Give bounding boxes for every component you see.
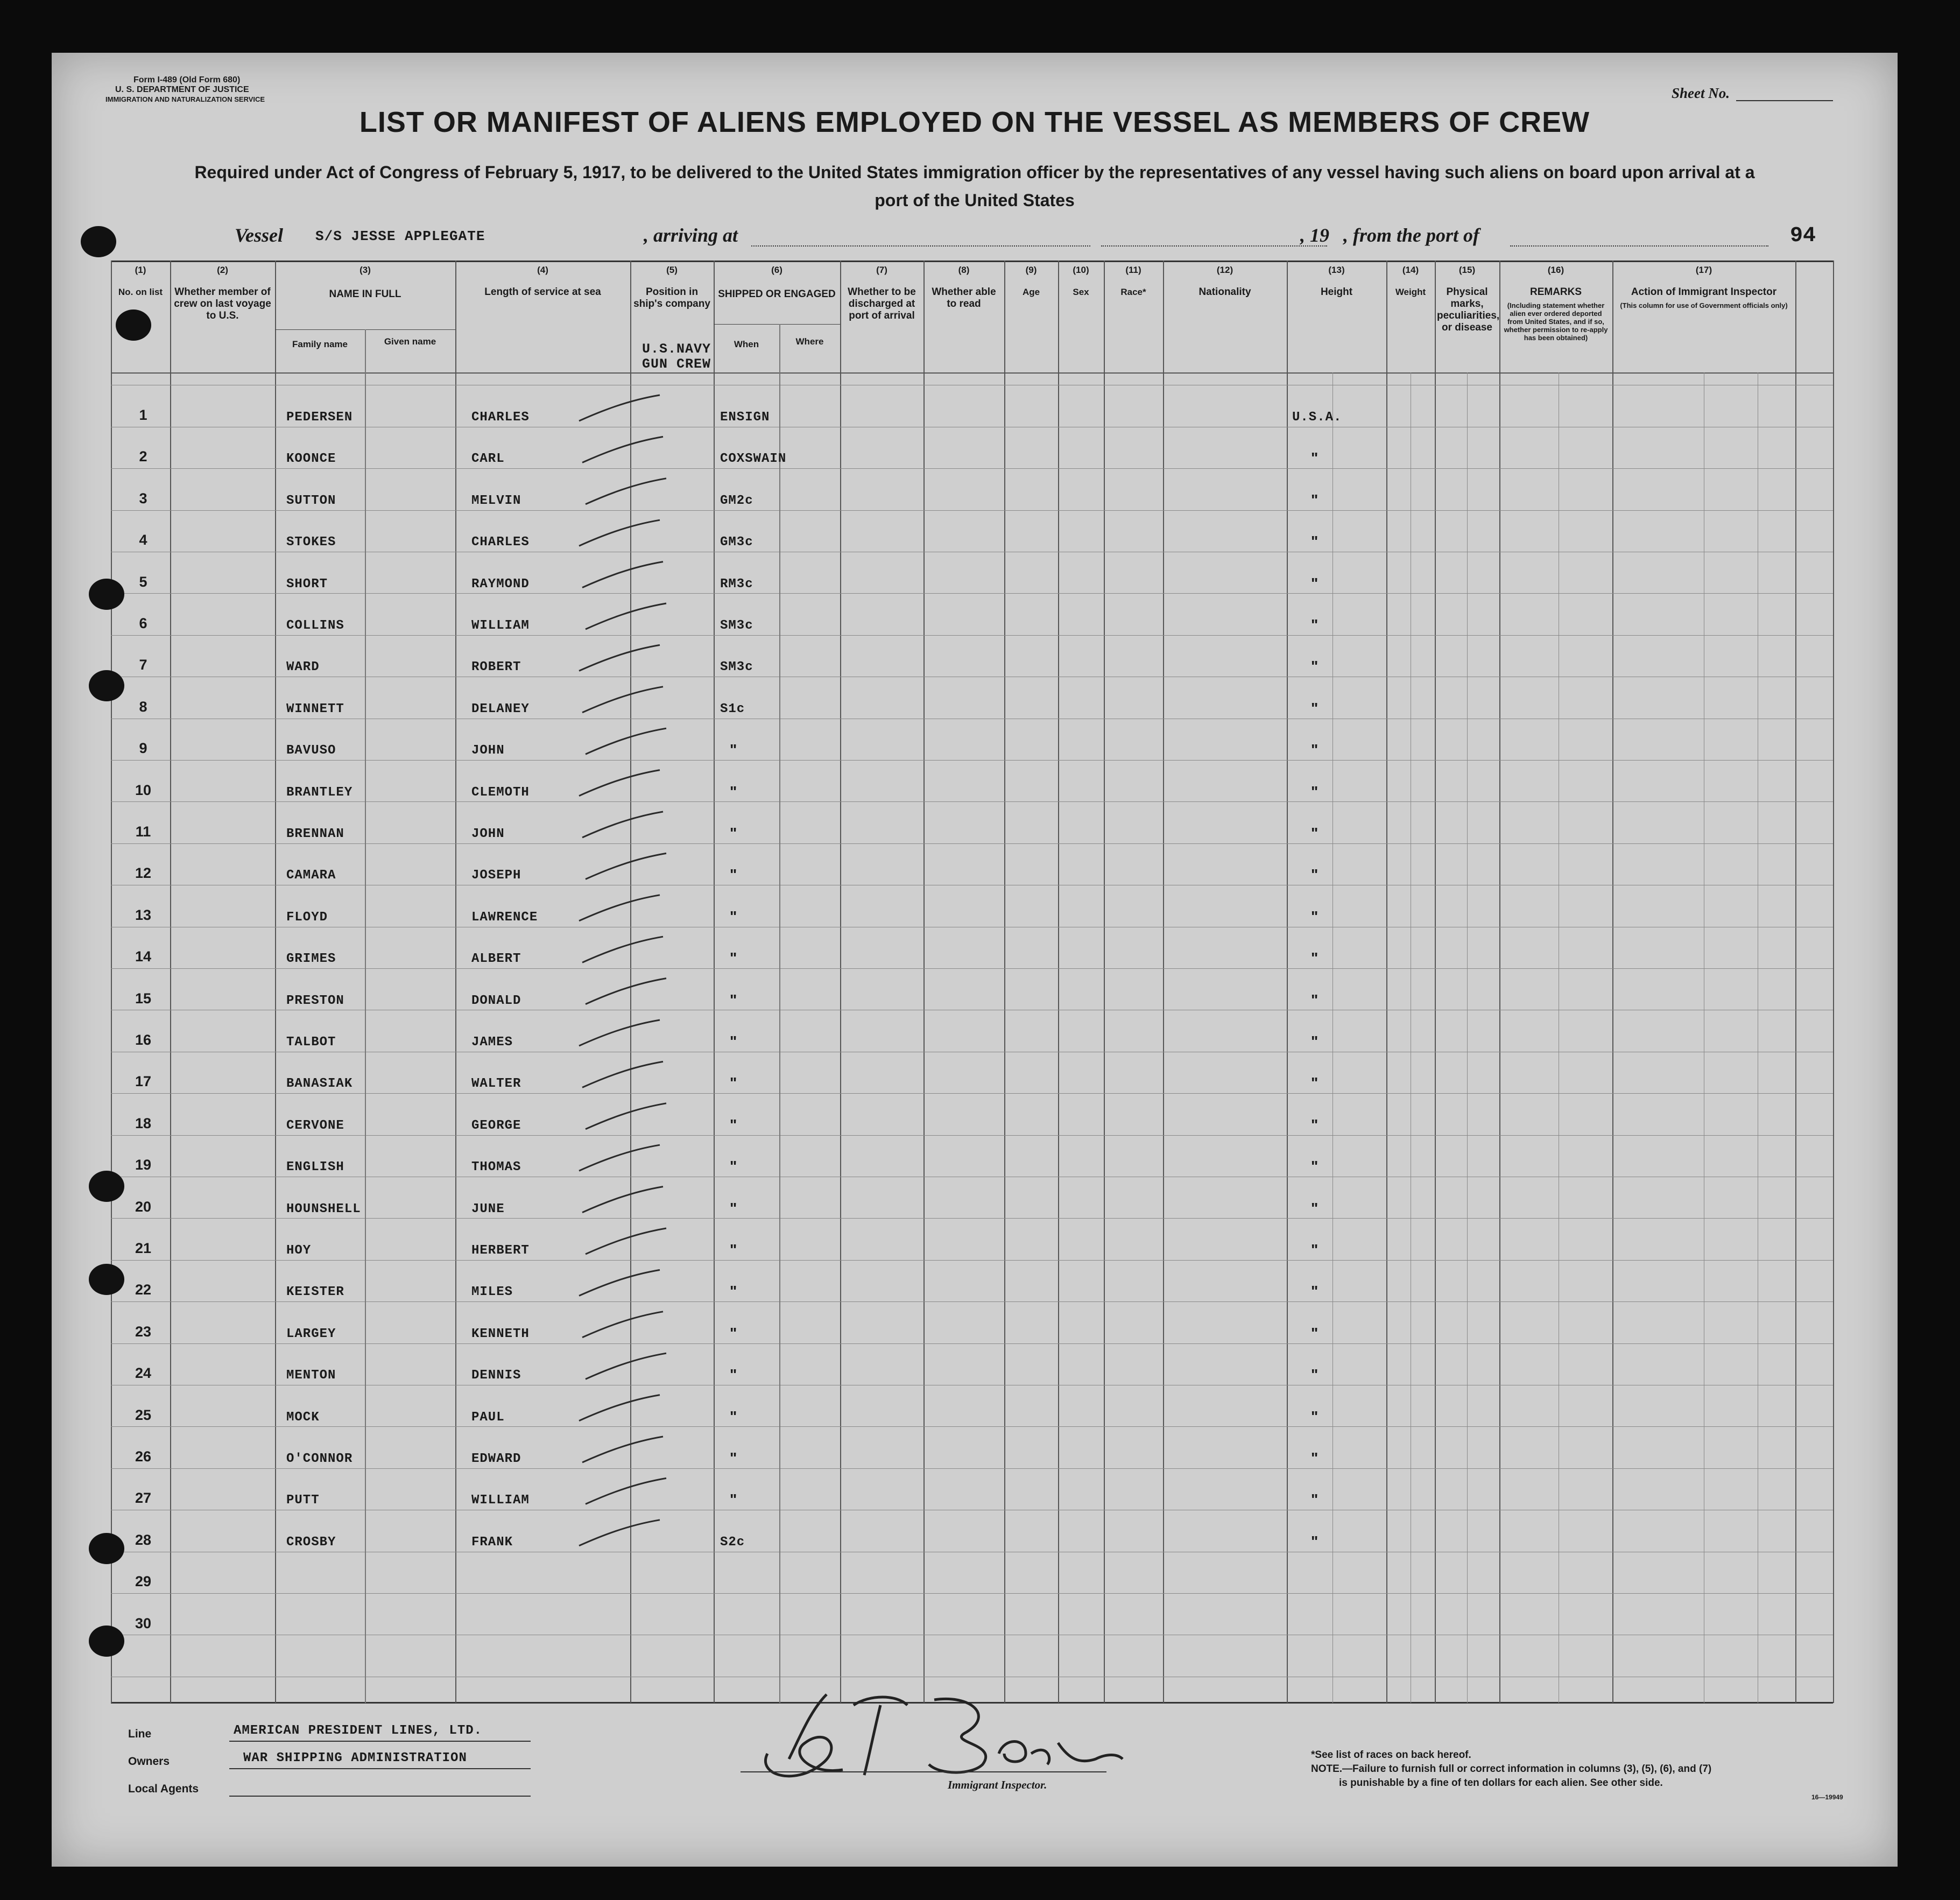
column-header-note: (Including statement whether alien ever ordered deported from United States, and if so, whether permission to re-apply has been obtained) (1504, 301, 1608, 342)
gun-crew-header-typed: GUN CREW (642, 356, 711, 372)
pen-check-mark (579, 645, 660, 671)
owners-label: Owners (128, 1755, 170, 1768)
row-number: 9 (139, 740, 147, 757)
column-number: (6) (771, 265, 782, 275)
column-number: (4) (537, 265, 548, 275)
pen-check-mark (586, 1353, 666, 1379)
column-number: (14) (1402, 265, 1419, 275)
position: ENSIGN (720, 410, 770, 425)
given-name: DELANEY (471, 701, 530, 716)
column-number: (1) (135, 265, 146, 275)
row-number: 5 (139, 573, 147, 590)
position: GM3c (720, 535, 753, 550)
line-underline (229, 1741, 531, 1742)
family-name: ENGLISH (286, 1160, 344, 1175)
family-name: SHORT (286, 576, 328, 592)
family-name: CAMARA (286, 868, 336, 883)
position: COXSWAIN (720, 452, 787, 467)
family-name: TALBOT (286, 1035, 336, 1050)
row-number: 7 (139, 657, 147, 673)
pen-check-mark (586, 478, 666, 504)
column-subheader: Where (795, 336, 824, 347)
given-name: HERBERT (471, 1243, 530, 1258)
pen-check-mark (582, 437, 663, 462)
note-line: NOTE.—Failure to furnish full or correct information in columns (3), (5), (6), and (7) (1311, 1763, 1712, 1775)
given-name: MELVIN (471, 493, 521, 508)
given-name: DENNIS (471, 1368, 521, 1383)
column-header-label: Height (1320, 286, 1353, 298)
arriving-blank (751, 245, 1090, 247)
column-header-label: NAME IN FULL (329, 288, 401, 300)
family-name: MENTON (286, 1368, 336, 1383)
nationality: " (1311, 1532, 1319, 1550)
position: " (730, 825, 737, 841)
column-number: (16) (1547, 265, 1564, 275)
owners-underline (229, 1768, 531, 1769)
row-number: 10 (135, 782, 152, 798)
owners-value: WAR SHIPPING ADMINISTRATION (243, 1751, 467, 1765)
column-subheader: Family name (292, 339, 348, 349)
position: " (730, 1033, 737, 1050)
pen-check-mark (582, 562, 663, 588)
punch-hole (81, 226, 116, 257)
nationality: " (1311, 825, 1319, 841)
column-header-label: Age (1022, 287, 1040, 297)
given-name: THOMAS (471, 1160, 521, 1175)
given-name: JOSEPH (471, 868, 521, 883)
position: " (730, 1158, 737, 1175)
row-number: 3 (139, 490, 147, 506)
column-header-label: Position in ship's company (633, 286, 710, 309)
nationality: " (1311, 741, 1319, 758)
family-name: BANASIAK (286, 1076, 353, 1092)
row-number: 20 (135, 1198, 152, 1215)
column-header-label: Whether able to read (932, 286, 996, 309)
form-code: 16—19949 (1811, 1793, 1843, 1801)
pen-check-mark (579, 895, 660, 921)
given-name: LAWRENCE (471, 910, 538, 925)
row-number: 19 (135, 1157, 152, 1173)
position: " (730, 1074, 737, 1092)
punch-hole (116, 309, 151, 341)
footnote-block (1311, 1748, 1849, 1790)
row-number: 1 (139, 407, 147, 423)
pen-check-mark (586, 853, 666, 879)
column-number: (7) (876, 265, 887, 275)
punch-hole (89, 1625, 124, 1657)
agents-underline (229, 1796, 531, 1797)
position: " (730, 1241, 737, 1258)
year-label: , 19 (1300, 224, 1329, 246)
position: " (730, 949, 737, 967)
given-name: GEORGE (471, 1118, 521, 1133)
nationality: " (1311, 1366, 1319, 1383)
nationality: " (1311, 991, 1319, 1008)
page-title: LIST OR MANIFEST OF ALIENS EMPLOYED ON THE VESSEL AS MEMBERS OF CREW (359, 106, 1590, 138)
page-number: 94 (1790, 224, 1816, 248)
row-number: 13 (135, 906, 152, 923)
row-number: 23 (135, 1323, 152, 1340)
punch-hole (89, 670, 124, 701)
pen-check-mark (586, 979, 666, 1004)
row-number: 17 (135, 1073, 152, 1090)
position: SM3c (720, 660, 753, 675)
vessel-row (235, 224, 1871, 251)
pen-check-mark (586, 603, 666, 629)
family-name: O'CONNOR (286, 1452, 353, 1466)
nationality: " (1311, 1033, 1319, 1050)
row-number: 22 (135, 1282, 152, 1298)
family-name: PRESTON (286, 993, 344, 1008)
sheet-number-blank-line (1736, 100, 1833, 101)
from-port-label: , from the port of (1343, 224, 1480, 246)
family-name: CERVONE (286, 1118, 344, 1133)
row-number: 28 (135, 1531, 152, 1548)
position: " (730, 741, 737, 758)
row-number: 8 (139, 698, 147, 715)
row-number: 21 (135, 1240, 152, 1256)
column-header-label: Race* (1120, 287, 1146, 297)
column-header-label: SHIPPED OR ENGAGED (718, 288, 836, 300)
pen-check-mark (579, 1270, 660, 1296)
row-number: 2 (139, 448, 147, 465)
pen-check-mark (579, 1145, 660, 1171)
position: SM3c (720, 618, 753, 633)
pen-check-mark (582, 937, 663, 962)
pen-check-mark (579, 520, 660, 546)
column-subheader: Given name (384, 336, 436, 347)
nationality: " (1311, 1283, 1319, 1300)
column-number: (10) (1073, 265, 1089, 275)
nationality: " (1311, 574, 1319, 592)
nationality: U.S.A. (1292, 410, 1342, 425)
row-number: 27 (135, 1490, 152, 1507)
position: " (730, 783, 737, 800)
given-name: ROBERT (471, 660, 521, 675)
position: " (730, 1283, 737, 1300)
given-name: EDWARD (471, 1452, 521, 1466)
given-name: WALTER (471, 1076, 521, 1092)
family-name: BRANTLEY (286, 785, 353, 800)
given-name: ALBERT (471, 952, 521, 967)
row-number: 25 (135, 1406, 152, 1423)
position: " (730, 1491, 737, 1508)
given-name: CARL (471, 452, 505, 467)
nationality: " (1311, 907, 1319, 925)
position: " (730, 1324, 737, 1341)
inspector-label: Immigrant Inspector. (948, 1778, 1047, 1791)
family-name: WARD (286, 660, 320, 675)
column-header-label: Sex (1073, 287, 1089, 297)
given-name: CHARLES (471, 410, 530, 425)
given-name: PAUL (471, 1410, 505, 1425)
given-name: WILLIAM (471, 618, 530, 633)
column-number: (8) (958, 265, 970, 275)
row-number: 12 (135, 865, 152, 882)
family-name: PUTT (286, 1493, 320, 1508)
pen-check-mark (579, 395, 660, 421)
family-name: PEDERSEN (286, 410, 353, 425)
punch-hole (89, 1533, 124, 1564)
column-header-label: Whether member of crew on last voyage to U.S. (174, 286, 271, 321)
nationality: " (1311, 658, 1319, 675)
row-number: 4 (139, 532, 147, 548)
given-name: MILES (471, 1285, 513, 1300)
given-name: JAMES (471, 1035, 513, 1050)
family-name: WINNETT (286, 701, 344, 716)
position: " (730, 1366, 737, 1383)
position: " (730, 1408, 737, 1425)
family-name: SUTTON (286, 493, 336, 508)
column-header-label: Physical marks, peculiarities, or disease (1437, 286, 1500, 333)
family-name: CROSBY (286, 1535, 336, 1550)
column-divider (1833, 261, 1834, 1703)
column-header-label: Action of Immigrant Inspector (1631, 286, 1777, 298)
column-number: (13) (1328, 265, 1345, 275)
family-name: LARGEY (286, 1326, 336, 1341)
family-name: HOUNSHELL (286, 1201, 361, 1216)
gun-crew-header-typed: U.S.NAVY (642, 341, 711, 357)
subtitle (116, 158, 1833, 214)
family-name: HOY (286, 1243, 312, 1258)
column-number: (12) (1216, 265, 1233, 275)
position: S2c (720, 1535, 745, 1550)
position: " (730, 866, 737, 883)
pen-check-mark (586, 728, 666, 754)
given-name: CHARLES (471, 535, 530, 550)
position: " (730, 1116, 737, 1133)
pen-check-mark (582, 1187, 663, 1213)
family-name: BRENNAN (286, 827, 344, 841)
nationality: " (1311, 1074, 1319, 1092)
nationality: " (1311, 783, 1319, 800)
nationality: " (1311, 1324, 1319, 1341)
pen-check-mark (579, 770, 660, 796)
row-number: 29 (135, 1573, 152, 1590)
column-header-label: Whether to be discharged at port of arrival (848, 286, 916, 321)
local-agents-label: Local Agents (128, 1783, 199, 1795)
position: RM3c (720, 576, 753, 592)
vessel-name: S/S JESSE APPLEGATE (315, 228, 485, 244)
nationality: " (1311, 699, 1319, 716)
family-name: STOKES (286, 535, 336, 550)
nationality: " (1311, 1241, 1319, 1258)
inspector-line (741, 1771, 1106, 1772)
nationality: " (1311, 866, 1319, 883)
column-number: (15) (1458, 265, 1476, 275)
nationality: " (1311, 1408, 1319, 1425)
pen-check-mark (582, 812, 663, 838)
given-name: RAYMOND (471, 576, 530, 592)
row-number: 14 (135, 948, 152, 965)
form-line: U. S. DEPARTMENT OF JUSTICE (115, 85, 249, 94)
column-header-label: Weight (1395, 287, 1426, 297)
pen-check-mark (582, 687, 663, 713)
form-id-block (105, 75, 265, 104)
nationality: " (1311, 1491, 1319, 1508)
column-number: (11) (1125, 265, 1141, 275)
column-header-label: Length of service at sea (484, 286, 601, 298)
punch-hole (89, 1264, 124, 1295)
nationality: " (1311, 449, 1319, 467)
row-number: 15 (135, 990, 152, 1007)
position: " (730, 907, 737, 925)
given-name: JOHN (471, 827, 505, 841)
family-name: KEISTER (286, 1285, 344, 1300)
row-number: 24 (135, 1365, 152, 1382)
given-name: KENNETH (471, 1326, 530, 1341)
subtitle-line: port of the United States (875, 191, 1075, 210)
column-header-label: REMARKS (1529, 286, 1582, 298)
port-blank (1510, 245, 1768, 247)
column-number: (5) (666, 265, 678, 275)
nationality: " (1311, 949, 1319, 967)
row-number: 18 (135, 1115, 152, 1131)
nationality: " (1311, 1199, 1319, 1216)
row-number: 30 (135, 1615, 152, 1631)
vessel-label: Vessel (235, 224, 283, 246)
pen-check-mark (586, 1228, 666, 1254)
pen-check-mark (582, 1437, 663, 1462)
column-number: (2) (217, 265, 228, 275)
form-line: Form I-489 (Old Form 680) (133, 75, 241, 85)
given-name: JUNE (471, 1201, 505, 1216)
family-name: COLLINS (286, 618, 344, 633)
line-value: AMERICAN PRESIDENT LINES, LTD. (234, 1723, 483, 1738)
subtitle-line: Required under Act of Congress of February 5, 1917, to be delivered to the United States immigration officer by the representatives of any vessel having such aliens on board upon arrival at a (194, 163, 1755, 182)
family-name: GRIMES (286, 952, 336, 967)
position: " (730, 991, 737, 1008)
punch-hole (89, 579, 124, 610)
row-number: 26 (135, 1448, 152, 1465)
column-number: (9) (1025, 265, 1037, 275)
column-header-label: Nationality (1198, 286, 1251, 298)
pen-check-mark (586, 1478, 666, 1504)
column-header-label: No. on list (118, 287, 163, 297)
crew-table (111, 261, 1833, 1703)
pen-check-mark (582, 1312, 663, 1338)
nationality: " (1311, 1449, 1319, 1466)
row-number: 11 (135, 824, 151, 840)
arriving-label: , arriving at (644, 224, 738, 246)
inspector-signature (746, 1673, 1133, 1791)
form-line: IMMIGRATION AND NATURALIZATION SERVICE (105, 95, 265, 103)
pen-check-mark (582, 1061, 663, 1087)
sheet-number-label: Sheet No. (1672, 85, 1730, 101)
column-subheader: When (734, 339, 759, 349)
family-name: MOCK (286, 1410, 320, 1425)
position: " (730, 1449, 737, 1466)
row-number: 16 (135, 1032, 152, 1048)
punch-hole (89, 1171, 124, 1202)
pen-check-marks (111, 261, 1833, 1703)
nationality: " (1311, 533, 1319, 550)
family-name: BAVUSO (286, 743, 336, 758)
manifest-sheet (52, 53, 1898, 1867)
position: S1c (720, 701, 745, 716)
pen-check-mark (579, 1520, 660, 1546)
column-number: (3) (359, 265, 371, 275)
note-line: is punishable by a fine of ten dollars for each alien. See other side. (1339, 1777, 1663, 1789)
column-number: (17) (1695, 265, 1712, 275)
row-number: 6 (139, 615, 147, 631)
nationality: " (1311, 491, 1319, 508)
column-header-note: (This column for use of Government officials only) (1620, 301, 1788, 309)
pen-check-mark (579, 1395, 660, 1421)
given-name: WILLIAM (471, 1493, 530, 1508)
races-note: *See list of races on back hereof. (1311, 1749, 1471, 1761)
line-label: Line (128, 1728, 152, 1740)
position: " (730, 1199, 737, 1216)
nationality: " (1311, 1116, 1319, 1133)
given-name: JOHN (471, 743, 505, 758)
nationality: " (1311, 616, 1319, 633)
date-blank (1101, 245, 1327, 247)
given-name: CLEMOTH (471, 785, 530, 800)
given-name: FRANK (471, 1535, 513, 1550)
pen-check-mark (586, 1103, 666, 1129)
pen-check-mark (579, 1020, 660, 1046)
given-name: DONALD (471, 993, 521, 1008)
family-name: FLOYD (286, 910, 328, 925)
family-name: KOONCE (286, 452, 336, 467)
position: GM2c (720, 493, 753, 508)
nationality: " (1311, 1158, 1319, 1175)
